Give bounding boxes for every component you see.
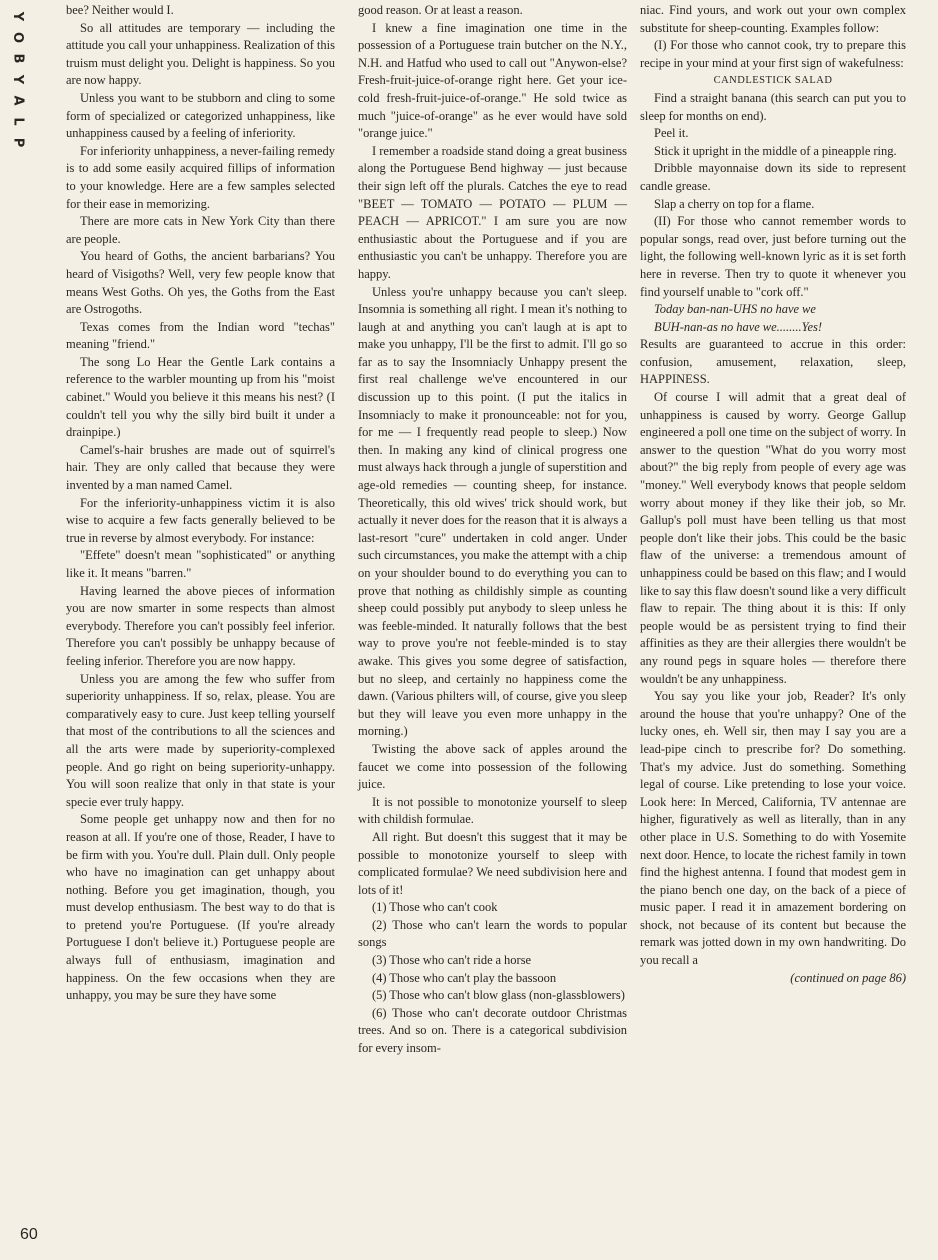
lyric-line: BUH-nan-as no have we........Yes!: [654, 319, 823, 334]
page-number: 60: [20, 1226, 38, 1243]
lyric-line: Today ban-nan-UHS no have we: [654, 302, 816, 317]
paragraph: You heard of Goths, the ancient barbarians? You heard of Visigoths? Well, very few people know that means West Goths. Oh yes, the Goths from the East are Ostrogoths.: [66, 249, 335, 317]
paragraph: Camel's-hair brushes are made out of squirrel's hair. They are only called that because they were invented by a man named Camel.: [66, 442, 335, 493]
paragraph: Having learned the above pieces of information you are now smarter in some respects than almost everybody. Therefore you can't possibly feel inferior. Therefore you can't possibly be unhappy because of feeling inferior. Therefore you are now happy.: [66, 583, 335, 668]
paragraph: Unless you want to be stubborn and cling to some form of specialized or categorized unhappiness, like unhappiness caused by a feeling of inferiority.: [66, 90, 335, 141]
text-column-2: [358, 2, 627, 1058]
logo-letter: O: [10, 31, 26, 44]
paragraph: I knew a fine imagination one time in the possession of a Portuguese train butcher on the N.Y., N.H. and Hatfud who used to call out "Anywon-else? Fresh-fruit-juice-of-orange right here. Get your ice-cold fresh-fruit-juice-of-orange." He sold twice as much "juice-of-orange" as he ever would have sold "orange juice.": [358, 20, 627, 141]
paragraph: "Effete" doesn't mean "sophisticated" or anything like it. It means "barren.": [66, 548, 335, 580]
continued-note: (continued on page 86): [790, 970, 906, 985]
paragraph: It is not possible to monotonize yourself to sleep with childish formulae.: [358, 794, 627, 827]
paragraph: (II) For those who cannot remember words to popular songs, read over, just before turning out the light, the following well-known lyric as it is set forth here in reverse. Then try to quote it whenever you find yourself unable to "cork off.": [640, 214, 906, 299]
paragraph: For inferiority unhappiness, a never-failing remedy is to add some easily acquired fillips of information to your knowledge. Here are a few samples selected for their ease in memorizing.: [66, 143, 335, 211]
list-item: (1) Those who can't cook: [372, 900, 498, 915]
paragraph: All right. But doesn't this suggest that it may be possible to monotonize yourself to sleep with complicated formulae? We need subdivision here and lots of it!: [358, 829, 627, 897]
recipe-step: Slap a cherry on top for a flame.: [654, 196, 815, 211]
logo-letter: Y: [10, 74, 26, 85]
paragraph: Unless you're unhappy because you can't sleep. Insomnia is something all right. I mean it's nothing to laugh at and anything you can't laugh at is apt to make you unhappy, I'll be the first to admit. I'll go so far as to say the Insomniacly Unhappy present the first real challenge we've encountered in our discussion up to this point. (I put the italics in Insomniacly to make it pronounceable: not for you, for me — I frequently read people to sleep.) Now then. In making any kind of clinical progress one must always hack through a jungle of superstition and age-old remedies — counting sheep, for instance. Theoretically, this old wives' trick should work, but actually it never does for the reason that it is always a last-resort "cure" undertaken in cold anger. Under such circumstances, you make the attempt with a chip on your shoulder bound to do everything you can to prove that nothing as childishly simple as counting sheep could possibly put anybody to sleep unless he was feeble-minded. It naturally follows that the best way to prove you're not feeble-minded is to stay awake. This gives you some degree of satisfaction, but no sleep, and certainly no happiness come the dawn. (Various philters will, of course, give you sleep but they will leave you even more unhappy in the morning.): [358, 284, 627, 739]
paragraph: bee? Neither would I.: [66, 3, 174, 17]
text-column-3: [640, 2, 906, 987]
list-item: (4) Those who can't play the bassoon: [372, 970, 557, 985]
paragraph: You say you like your job, Reader? It's only around the house that you're unhappy? One of the lucky ones, eh. Well sir, then may I say you are a lead-pipe cinch to prescribe for? Do something. That's my advice. Just do something. Something legal of course. Like pretending to lose your voice. Look here: In Merced, California, TV antennae are higher, figuratively as well as literally, than in any other place in U.S. Something to do with Yosemite next door. Hence, to locate the richest family in town find the highest antenna. I found that modest gem in the piano bench one day, on the back of a piece of music paper. I read it in amazement bordering on shock, not because of its content but because the remark was jotted down in my own handwriting. Do you recall a: [640, 689, 906, 968]
recipe-step: Find a straight banana (this search can put you to sleep for months on end).: [640, 90, 906, 123]
recipe-heading: CANDLESTICK SALAD: [713, 75, 833, 87]
text-column-1: [66, 2, 335, 1005]
recipe-step: Stick it upright in the middle of a pineapple ring.: [654, 143, 897, 158]
paragraph: For the inferiority-unhappiness victim it is also wise to acquire a few facts generally believed to be true in reverse by almost everybody. For instance:: [66, 495, 335, 545]
paragraph: Texas comes from the Indian word "techas" meaning "friend.": [66, 319, 335, 352]
paragraph: There are more cats in New York City than there are people.: [66, 214, 335, 246]
list-item: (6) Those who can't decorate outdoor Christmas trees. And so on. There is a categorical subdivision for every insom-: [358, 1005, 627, 1056]
logo-letter: B: [10, 53, 26, 64]
logo-letter: P: [10, 137, 26, 148]
paragraph: (I) For those who cannot cook, try to prepare this recipe in your mind at your first sign of wakefulness:: [640, 38, 906, 70]
paragraph: Twisting the above sack of apples around the faucet we come into possession of the following juice.: [358, 741, 627, 792]
paragraph: The song Lo Hear the Gentle Lark contains a reference to the warbler mounting up from his "moist cabinet." Would you believe it this means his nest? (I couldn't tell you why the silly bird built it under a drainpipe.): [66, 354, 335, 440]
paragraph: Unless you are among the few who suffer from superiority unhappiness. If so, relax, please. You are comparatively easy to cure. Just keep telling yourself that most of the contributions to all the sciences and all the arts were made by superiority-complexed people. And go right on being superiority-unhappy. You will soon realize that only in that state is your specie ever truly happy.: [66, 671, 335, 809]
magazine-logo-vertical: [8, 6, 28, 153]
paragraph: good reason. Or at least a reason.: [358, 3, 523, 17]
recipe-step: Dribble mayonnaise down its side to represent candle grease.: [640, 161, 906, 193]
paragraph: I remember a roadside stand doing a great business along the Portuguese Bend highway — just because their sign left off the plurals. Catches the eye to read "BEET — TOMATO — POTATO — PLUM — PEACH — APRICOT." I am sure you are now enthusiastic about the Portuguese and if you are enthusiastic you can't be unhappy. Therefore you are happy.: [358, 143, 627, 281]
paragraph: So all attitudes are temporary — including the attitude you call your unhappiness. Realization of this truism must delight you. Delight is happiness. So you are now happy.: [66, 20, 335, 88]
recipe-step: Peel it.: [654, 126, 689, 141]
list-item: (5) Those who can't blow glass (non-glassblowers): [372, 988, 625, 1003]
list-item: (2) Those who can't learn the words to popular songs: [358, 917, 627, 950]
paragraph: Some people get unhappy now and then for no reason at all. If you're one of those, Reader, I have to be firm with you. You're dull. Plain dull. Only people who have no imagination can get unhappy about nothing. Before you get imagination, though, you must develop enthusiasm. The best way to do that is to pretend you're Portuguese. (If you're already Portuguese I don't believe it.) Portuguese people are always full of enthusiasm, imagination and happiness. On the few occasions when they are unhappy, you may be sure they have some: [66, 812, 335, 1003]
logo-letter: Y: [10, 11, 26, 22]
paragraph: Results are guaranteed to accrue in this order: confusion, amusement, relaxation, sleep, HAPPINESS.: [640, 337, 906, 387]
list-item: (3) Those who can't ride a horse: [372, 953, 532, 968]
paragraph: niac. Find yours, and work out your own complex substitute for sheep-counting. Examples follow:: [640, 3, 906, 35]
logo-letter: A: [10, 95, 26, 106]
logo-letter: L: [10, 117, 26, 126]
paragraph: Of course I will admit that a great deal of unhappiness is caused by worry. George Gallup engineered a poll one time on the subject of worry. In answer to the question "What do you worry most about?" the big reply from people of every age was "money." Well everybody knows that people seldom worry about money if they like their job, so Mr. Gallup's poll must have been telling us that most people don't like their jobs. This could be the basic flaw of the universe: a tremendous amount of unhappiness could be based on this flaw; and I would like to say this flaw doesn't sound like a very difficult flaw to repair. The thing about it is this: If only people would be as persistent trying to find their affinities as they are their allergies there wouldn't be any round pegs in square holes — therefore there wouldn't be any unhappiness.: [640, 390, 906, 686]
